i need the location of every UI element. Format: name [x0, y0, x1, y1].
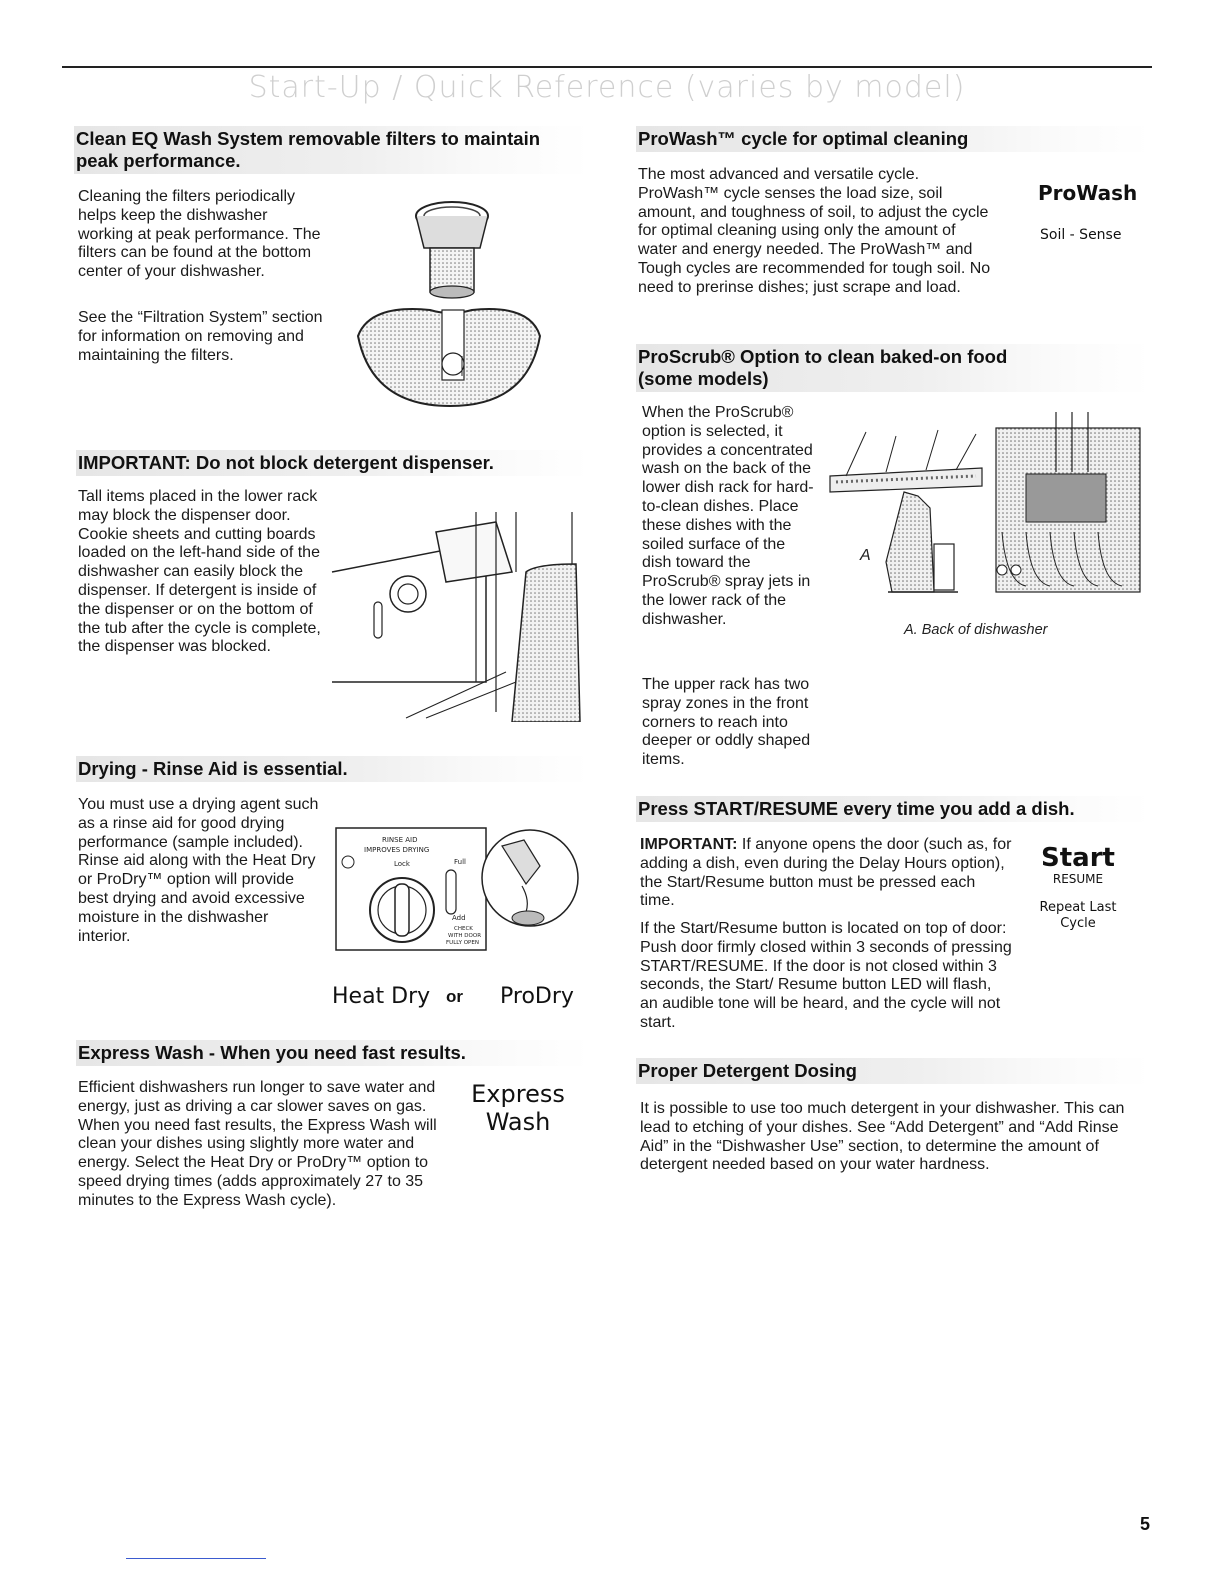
proscrub-heading: [636, 344, 1150, 392]
add-label: Add: [452, 914, 466, 922]
start-resume-paragraph-1: [640, 836, 1012, 911]
repeat-label-line1: Repeat Last: [1039, 900, 1117, 915]
prodry-label: ProDry: [500, 984, 574, 1009]
callout-a: A: [860, 547, 871, 564]
filter-illustration: [350, 186, 550, 412]
drying-paragraph: You must use a drying agent such as a rinse aid for good drying performance (sample included). Rinse aid along with the Heat Dry or ProDry™ option will provide best drying and avoid excessive moisture in the dishwasher interior.: [78, 796, 319, 945]
page-number: 5: [1140, 1514, 1151, 1534]
important-dispenser-paragraph: Tall items placed in the lower rack may block the dispenser door. Cookie sheets and cutting boards loaded on the left-hand side of the dishwasher can easily block the dispenser. If detergent is inside of the dispenser or on the bottom of the tub after the cycle is complete, the dispenser was blocked.: [78, 488, 321, 656]
important-dispenser-heading: IMPORTANT: Do not block detergent dispenser.: [76, 450, 590, 476]
start-resume-paragraph-2: If the Start/Resume button is located on top of door: Push door firmly closed within 3 seconds of pressing START/RESUME. If the door is not closed within 3 seconds, the Start/ Resume button LED will flash, an audible tone will be heard, and the cycle will not start.: [640, 920, 1012, 1031]
start-button-label: Start: [1041, 843, 1115, 873]
footer-link-rule: [126, 1558, 266, 1559]
lock-label: Lock: [394, 860, 410, 868]
express-wash-paragraph: Efficient dishwashers run longer to save water and energy, just as driving a car slower saves on gas. When you need fast results, the Express Wash will clean your dishes using slightly more water and energy. Select the Heat Dry or ProDry™ option to speed drying times (adds approximately 27 to 35 minutes to the Express Wash cycle).: [78, 1079, 437, 1209]
resume-label: RESUME: [1052, 872, 1104, 886]
dispenser-blocked-illustration: [326, 512, 582, 722]
express-label-line2: Wash: [485, 1108, 551, 1136]
filters-heading: Clean EQ Wash System removable filters to maintain peak performance.: [74, 126, 590, 174]
filters-paragraph-2: See the “Filtration System” section for information on removing and maintaining the filters.: [78, 309, 323, 364]
soil-sense-label: Soil - Sense: [1040, 227, 1122, 243]
start-resume-text-1: If anyone opens the door (such as, for adding a dish, even during the Delay Hours option), the Start/Resume button must be pressed each time.: [640, 836, 1012, 910]
rinse-aid-dispenser-illustration: [334, 826, 582, 958]
detergent-dosing-paragraph: It is possible to use too much detergent in your dishwasher. This can lead to etching of your dishes. See “Add Detergent” and “Add Rinse Aid” in the “Dishwasher Use” section, to determine the amount of detergent needed based on your water hardness.: [640, 1100, 1125, 1174]
detergent-dosing-heading: Proper Detergent Dosing: [636, 1058, 1150, 1084]
repeat-last-cycle-label: [1020, 900, 1136, 932]
improves-drying-label: IMPROVES DRYING: [364, 846, 430, 854]
proscrub-paragraph-1: When the ProScrub® option is selected, it provides a concentrated wash on the back of the lower dish rack for hard-to-clean dishes. Place these dishes with the soiled surface of the dish toward the ProScrub® spray jets in the lower rack of the dishwasher.: [642, 404, 814, 628]
proscrub-rack-illustration: [826, 412, 1142, 604]
proscrub-heading-line2: (some models): [638, 368, 769, 389]
prowash-button-label: ProWash: [1038, 181, 1138, 205]
repeat-label-line2: Cycle: [1060, 916, 1096, 931]
heat-dry-label: Heat Dry: [332, 984, 431, 1009]
drying-heading: Drying - Rinse Aid is essential.: [76, 756, 590, 782]
prowash-paragraph: The most advanced and versatile cycle. ProWash™ cycle senses the load size, soil amount, and toughness of soil, to adjust the cycle for optimal cleaning using only the amount of water and energy needed. The ProWash™ and Tough cycles are recommended for tough soil. No need to prerinse dishes; just scrape and load.: [638, 166, 991, 296]
full-label: Full: [454, 858, 466, 866]
express-wash-heading: Express Wash - When you need fast results.: [76, 1040, 590, 1066]
or-label: or: [446, 987, 463, 1006]
proscrub-caption: A. Back of dishwasher: [904, 622, 1048, 638]
prowash-heading: ProWash™ cycle for optimal cleaning: [636, 126, 1150, 152]
express-wash-button-label: [468, 1080, 568, 1136]
start-resume-heading: Press START/RESUME every time you add a dish.: [636, 796, 1150, 822]
proscrub-paragraph-2: The upper rack has two spray zones in the front corners to reach into deeper or oddly shaped items.: [642, 676, 811, 769]
check-label: CHECK: [454, 926, 473, 932]
with-door-label: WITH DOOR: [448, 933, 482, 939]
important-label: IMPORTANT:: [640, 836, 738, 853]
proscrub-heading-line1: ProScrub® Option to clean baked-on food: [638, 346, 1008, 367]
fully-open-label: FULLY OPEN: [446, 940, 479, 946]
page-title: Start-Up / Quick Reference (varies by model): [248, 70, 966, 105]
rinse-aid-label: RINSE AID: [382, 836, 418, 844]
express-label-line1: Express: [471, 1080, 565, 1108]
filters-paragraph-1: Cleaning the filters periodically helps keep the dishwasher working at peak performance. The filters can be found at the bottom center of your dishwasher.: [78, 188, 321, 281]
